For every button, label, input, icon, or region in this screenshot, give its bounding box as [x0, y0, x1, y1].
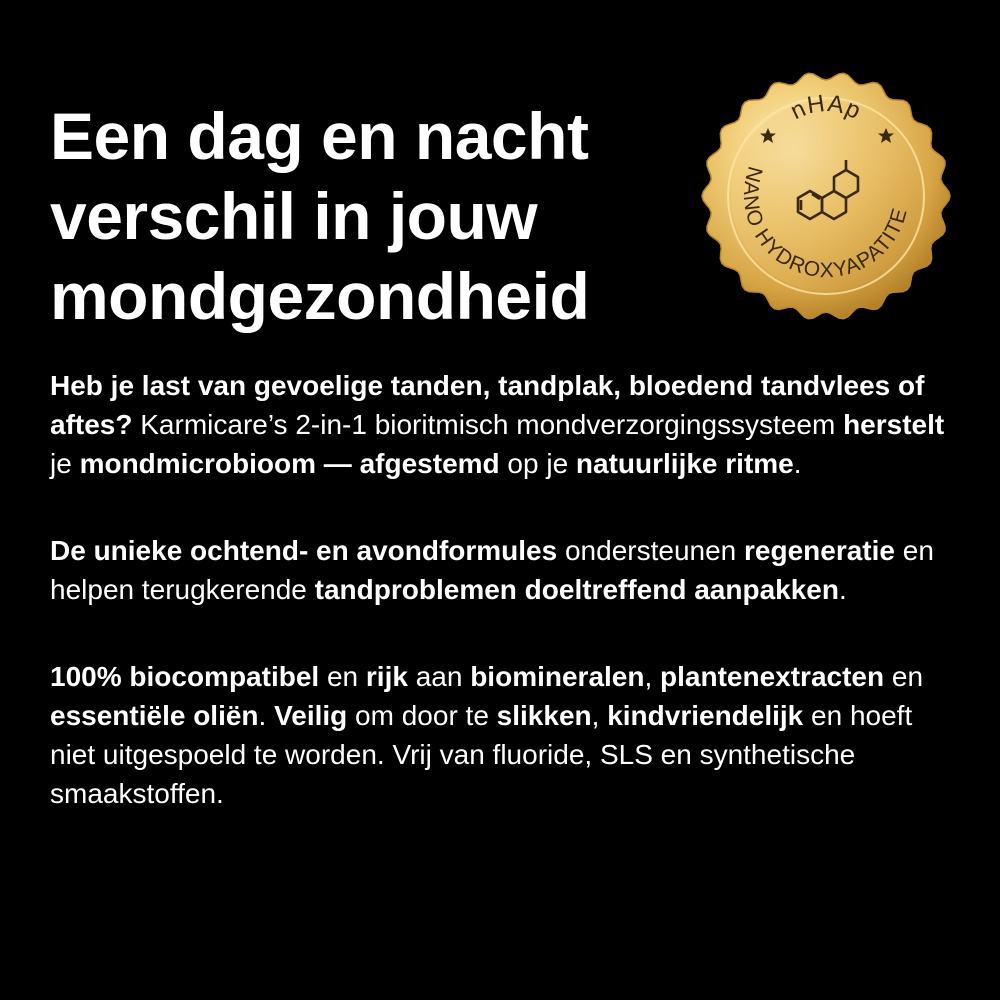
- body-text-segment: ,: [644, 661, 661, 692]
- body-text-segment: en hoeft niet uitgespoeld te worden. Vrij van fluoride, SLS en synthetische smaakstoffen.: [50, 700, 921, 809]
- headline: [50, 96, 710, 336]
- nano-hydroxyapatite-seal: [700, 70, 952, 322]
- body-text-segment: je: [50, 409, 953, 479]
- bold-text: De unieke ochtend- en avondformules: [50, 535, 558, 566]
- paragraph-2: [50, 531, 950, 609]
- body-text-segment: op je: [499, 448, 576, 479]
- body-text-segment: ondersteunen: [557, 535, 745, 566]
- bold-text: mondmicrobioom —: [79, 448, 352, 479]
- bold-text: regeneratie: [744, 535, 895, 566]
- bold-text: essentiële oliën: [50, 700, 259, 731]
- bold-text: afgestemd: [359, 448, 500, 479]
- body-text-segment: ,: [591, 700, 608, 731]
- bold-text: plantenextracten: [660, 661, 885, 692]
- bold-text: natuurlijke ritme: [575, 448, 794, 479]
- seal-arc-text: NANO HYDROXYAPATITE: [738, 163, 912, 283]
- body-text: [50, 366, 953, 861]
- body-text-segment: en: [884, 661, 931, 692]
- bold-text: kindvriendelijk: [607, 700, 804, 731]
- body-text-segment: aan: [407, 661, 471, 692]
- headline-line-3: mondgezondheid: [50, 259, 590, 333]
- bold-text: tandproblemen doeltreffend aanpakken: [314, 574, 839, 605]
- bold-text: biomineralen: [470, 661, 645, 692]
- headline-line-2: verschil in jouw: [50, 179, 538, 253]
- bold-text: herstelt: [843, 409, 945, 440]
- seal-top-text: nHAp: [786, 89, 866, 126]
- body-text-segment: .: [258, 700, 275, 731]
- body-text-segment: [352, 448, 360, 479]
- body-text-segment: en helpen terugkerende: [50, 535, 942, 605]
- body-text-segment: .: [838, 574, 847, 605]
- bold-text: Heb je last van gevoelige tanden, tandplak, bloedend tandvlees of aftes?: [50, 370, 933, 440]
- paragraph-1: [50, 366, 953, 483]
- body-text-segment: Karmicare’s 2-in-1 bioritmisch mondverzorgingssysteem: [132, 409, 844, 440]
- paragraph-3: [50, 657, 950, 813]
- bold-text: Veilig: [274, 700, 348, 731]
- headline-line-1: Een dag en nacht: [50, 99, 589, 173]
- body-text-segment: en: [319, 661, 366, 692]
- body-text-segment: om door te: [347, 700, 497, 731]
- body-text-segment: .: [793, 448, 802, 479]
- bold-text: 100% biocompatibel: [50, 661, 320, 692]
- bold-text: rijk: [365, 661, 408, 692]
- bold-text: slikken: [496, 700, 592, 731]
